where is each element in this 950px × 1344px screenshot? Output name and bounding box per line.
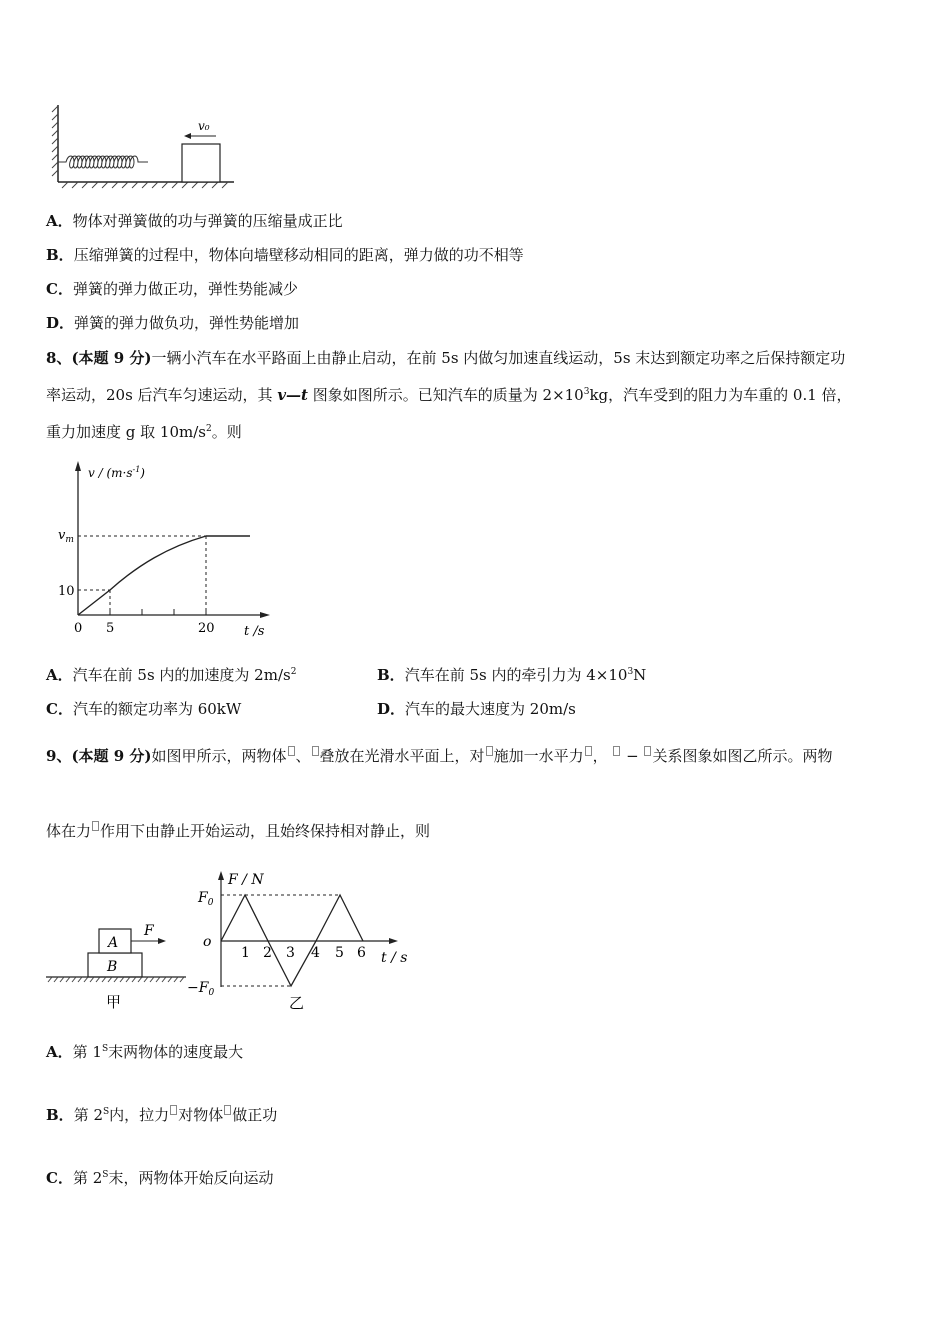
option-letter: B． xyxy=(46,1106,74,1124)
x-axis-label: t /s xyxy=(244,624,265,639)
exponent: 3 xyxy=(627,667,634,677)
q9-option-b xyxy=(46,1105,277,1125)
option-letter: D． xyxy=(377,700,406,718)
x-axis-label: t / s xyxy=(381,950,408,966)
tick-label-3: 3 xyxy=(286,945,295,961)
vt-symbol: v—t xyxy=(277,386,308,404)
q8-line-2 xyxy=(46,385,852,405)
question-score: (本题 9 分) xyxy=(71,349,152,367)
tick-label-5: 5 xyxy=(335,945,344,961)
f0-label: $F_0$ xyxy=(198,890,214,908)
missing-glyph xyxy=(224,1105,231,1115)
option-text: 做正功 xyxy=(232,1106,278,1124)
option-text: 第 2 xyxy=(73,1106,103,1124)
option-letter: C． xyxy=(46,280,73,298)
origin-label: o xyxy=(203,934,212,950)
option-text: 末两物体的速度最大 xyxy=(108,1043,244,1061)
velocity-label: v₀ xyxy=(198,119,210,133)
tick-label-10: 10 xyxy=(58,584,75,599)
option-text: 物体对弹簧做的功与弹簧的压缩量成正比 xyxy=(72,212,343,230)
missing-glyph xyxy=(312,746,319,756)
question-text: 体在力 xyxy=(46,822,92,840)
vt-curve xyxy=(78,536,250,615)
option-text: 末，两物体开始反向运动 xyxy=(108,1169,274,1187)
question-text: − xyxy=(621,747,644,765)
tick-label-2: 2 xyxy=(263,945,272,961)
question-text: 一辆小汽车在水平路面上由静止启动，在前 5s 内做匀加速直线运动，5s 末达到额定功率之后保持额定功 xyxy=(151,349,846,367)
fig-yi xyxy=(185,862,415,1017)
block-a-label: A xyxy=(108,935,119,951)
option-text: 汽车的额定功率为 60kW xyxy=(72,700,242,718)
q8-option-d xyxy=(377,699,576,719)
option-letter: A． xyxy=(46,666,73,684)
missing-glyph xyxy=(288,746,295,756)
option-letter: A． xyxy=(46,1043,73,1061)
option-text: 汽车在前 5s 内的牵引力为 4×10 xyxy=(404,666,628,684)
fig-jia xyxy=(44,915,194,1015)
option-letter: B． xyxy=(46,246,74,264)
option-text: 压缩弹簧的过程中，物体向墙壁移动相同的距离，弹力做的功不相等 xyxy=(73,246,524,264)
question-text: 率运动，20s 后汽车匀速运动，其 xyxy=(46,386,278,404)
question-text: 作用下由静止开始运动，且始终保持相对静止，则 xyxy=(100,822,431,840)
missing-glyph xyxy=(585,746,592,756)
q8-option-c xyxy=(46,699,241,719)
question-number: 8、 xyxy=(46,349,72,367)
q9-line-2 xyxy=(46,821,430,841)
question-text: 、 xyxy=(295,747,311,765)
q8-option-a xyxy=(46,665,296,685)
option-text: 汽车在前 5s 内的加速度为 2m/s xyxy=(72,666,291,684)
q8-line-1 xyxy=(46,348,845,368)
option-text: 汽车的最大速度为 20m/s xyxy=(405,700,576,718)
option-text: 第 2 xyxy=(72,1169,103,1187)
tick-label-20: 20 xyxy=(198,621,215,636)
spring-figure xyxy=(48,100,248,195)
option-letter: A． xyxy=(46,212,73,230)
neg-f0-label: $-F_0$ xyxy=(187,980,215,998)
question-number: 9、 xyxy=(46,747,72,765)
tick-label-4: 4 xyxy=(311,945,320,961)
unit-sup: S xyxy=(101,1044,109,1054)
y-axis-label: F / N xyxy=(228,872,264,888)
exponent: 3 xyxy=(583,387,590,397)
option-text: 对物体 xyxy=(178,1106,224,1124)
question-text: 重力加速度 g 取 10m/s xyxy=(46,423,206,441)
q7-option-d xyxy=(46,313,299,333)
tick-label-0: 0 xyxy=(74,621,83,636)
exponent: 2 xyxy=(290,667,297,677)
option-text: 弹簧的弹力做负功，弹性势能增加 xyxy=(74,314,300,332)
vm-label: $v_m$ xyxy=(58,528,74,545)
tick-label-1: 1 xyxy=(241,945,250,961)
question-text: 如图甲所示，两物体 xyxy=(151,747,287,765)
block xyxy=(182,144,220,182)
unit-sup: S xyxy=(102,1170,109,1180)
force-label: F xyxy=(144,923,154,939)
q9-option-c xyxy=(46,1168,273,1188)
option-text: 内，拉力 xyxy=(109,1106,170,1124)
q9-line-1 xyxy=(46,746,833,766)
question-text: 施加一水平力 xyxy=(493,747,584,765)
q9-option-a xyxy=(46,1042,243,1062)
option-text: 第 1 xyxy=(72,1043,102,1061)
question-text: 叠放在光滑水平面上，对 xyxy=(319,747,485,765)
q7-option-c xyxy=(46,279,298,299)
figure-caption-yi: 乙 xyxy=(289,994,305,1012)
question-text: 关系图象如图乙所示。两物 xyxy=(652,747,833,765)
vt-graph xyxy=(48,455,278,645)
question-text: kg，汽车受到的阻力为车重的 0.1 倍， xyxy=(589,386,852,404)
q8-option-b xyxy=(377,665,646,685)
option-letter: D． xyxy=(46,314,75,332)
missing-glyph xyxy=(170,1105,177,1115)
q8-line-3 xyxy=(46,422,242,442)
y-axis-label: $v / (m\cdot s^{-1})$ xyxy=(88,465,145,480)
question-score: (本题 9 分) xyxy=(71,747,152,765)
q7-option-b xyxy=(46,245,524,265)
option-letter: C． xyxy=(46,700,73,718)
block-b-label: B xyxy=(107,959,118,975)
missing-glyph xyxy=(613,746,620,756)
option-letter: B． xyxy=(377,666,405,684)
missing-glyph xyxy=(644,746,651,756)
missing-glyph xyxy=(92,821,99,831)
tick-label-5: 5 xyxy=(106,621,115,636)
option-text: N xyxy=(633,666,647,684)
q7-option-a xyxy=(46,211,343,231)
exponent: 2 xyxy=(205,424,212,434)
tick-label-6: 6 xyxy=(357,945,366,961)
option-letter: C． xyxy=(46,1169,73,1187)
missing-glyph xyxy=(486,746,493,756)
option-text: 弹簧的弹力做正功，弹性势能减少 xyxy=(72,280,298,298)
unit-sup: S xyxy=(103,1107,110,1117)
question-text: ， xyxy=(592,747,608,765)
figure-caption-jia: 甲 xyxy=(106,993,122,1011)
question-text: 图象如图所示。已知汽车的质量为 2×10 xyxy=(307,386,584,404)
question-text: 。则 xyxy=(211,423,242,441)
